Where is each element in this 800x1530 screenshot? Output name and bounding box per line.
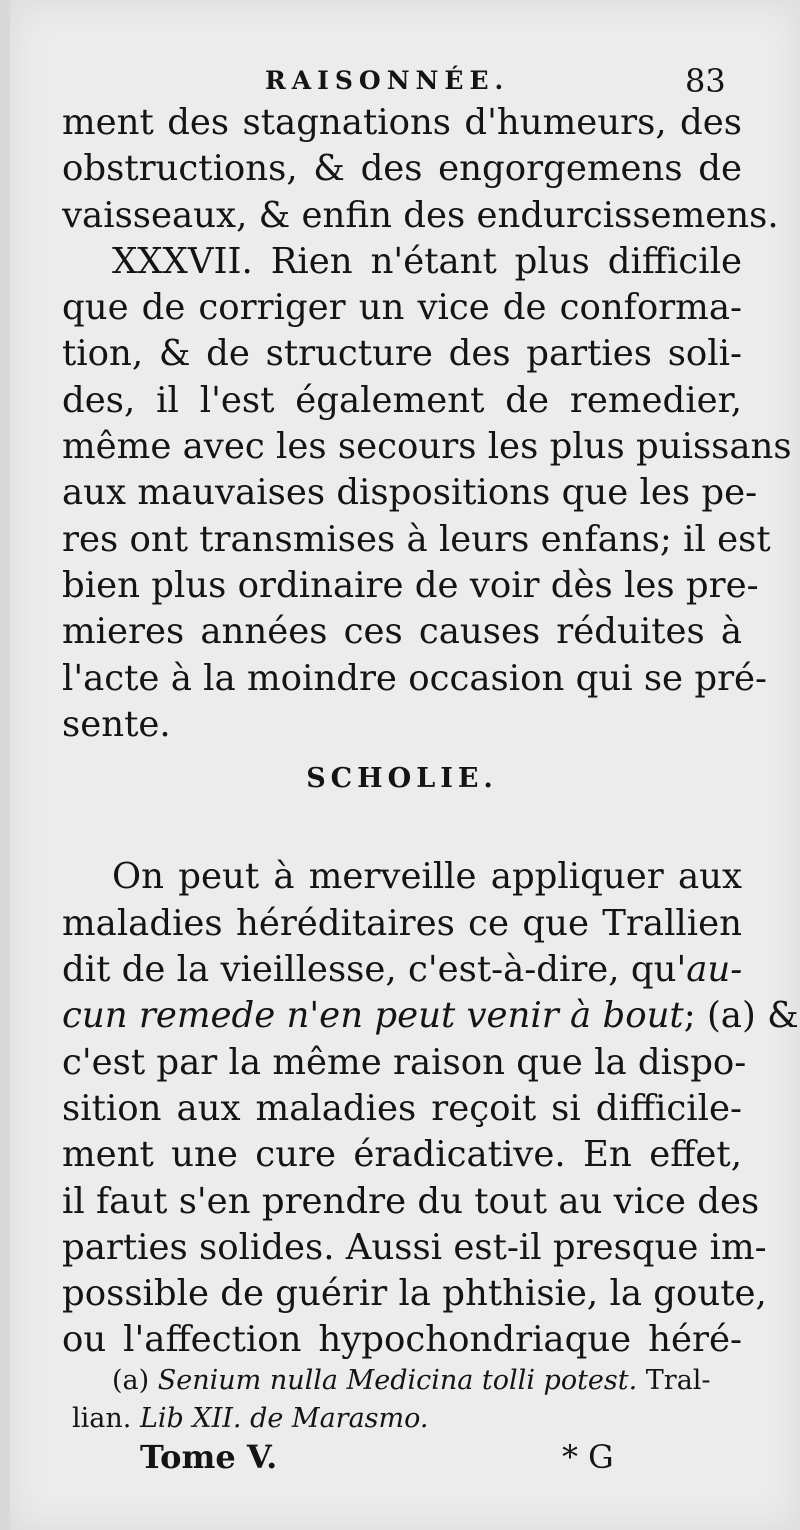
text-line [62,993,799,1039]
text-line: ment une cure éradicative. En effet, [62,1134,742,1176]
text-line: ou l'affection hypochondriaque héré- [62,1319,742,1361]
text-line: sition aux maladies reçoit si difficile- [62,1087,742,1129]
tome-label: Tome V. [140,1438,278,1476]
italic-fragment: au- [686,949,743,991]
text-line: sente. [62,703,171,745]
italic-fragment: Lib XII. de Marasmo. [139,1403,429,1434]
text-line: On peut à merveille appliquer aux [112,856,742,898]
text-line: des, il l'est également de remedier, [62,379,742,421]
signature-row [140,1438,640,1482]
text-line [62,947,742,993]
text-line: que de corriger un vice de conforma- [62,287,742,329]
text-line: possible de guérir la phthisie, la goute, [62,1273,767,1315]
text-fragment: ; (a) & [683,995,799,1037]
running-title: RAISONNÉE. [265,66,510,95]
text-line: même avec les secours les plus puissans [62,426,792,468]
text-line: il faut s'en prendre du tout au vice des [62,1180,760,1222]
text-line: maladies héréditaires ce que Trallien [62,902,742,944]
text-line: XXXVII. Rien n'étant plus difficile [112,240,742,282]
text-fragment: lian. [72,1403,132,1434]
text-line: ment des stagnations d'humeurs, des [62,102,742,143]
signature-mark: * G [562,1438,614,1476]
text-line: bien plus ordinaire de voir dès les pre- [62,564,759,606]
page-number: 83 [685,62,726,100]
footnote-line [72,1362,752,1400]
body-text [62,100,799,1364]
text-line: l'acte à la moindre occasion qui se pré- [62,657,768,699]
text-line: tion, & de structure des parties soli- [62,333,742,375]
text-line: mieres années ces causes réduites à [62,611,742,653]
text-fragment: dit de la vieillesse, c'est-à-dire, qu' [62,949,687,991]
text-line: obstructions, & des engorgemens de [62,148,742,190]
text-fragment: Tral- [645,1365,711,1396]
italic-fragment: Senium nulla Medicina tolli potest. [157,1365,638,1396]
footnote-marker: (a) [112,1365,150,1396]
text-line: c'est par la même raison que la dispo- [62,1041,747,1083]
text-line: aux mauvaises dispositions que les pe- [62,472,758,514]
text-line: parties solides. Aussi est-il presque im- [62,1226,767,1268]
running-head [10,62,800,102]
italic-fragment: cun remede n'en peut venir à bout [62,995,684,1037]
book-page [10,0,800,1530]
footnote-line [72,1400,752,1438]
section-heading: SCHOLIE. [306,763,498,795]
footnote [72,1362,752,1438]
text-line: vaisseaux, & enfin des endurcissemens. [62,194,779,236]
text-line: res ont transmises à leurs enfans; il est [62,518,771,560]
